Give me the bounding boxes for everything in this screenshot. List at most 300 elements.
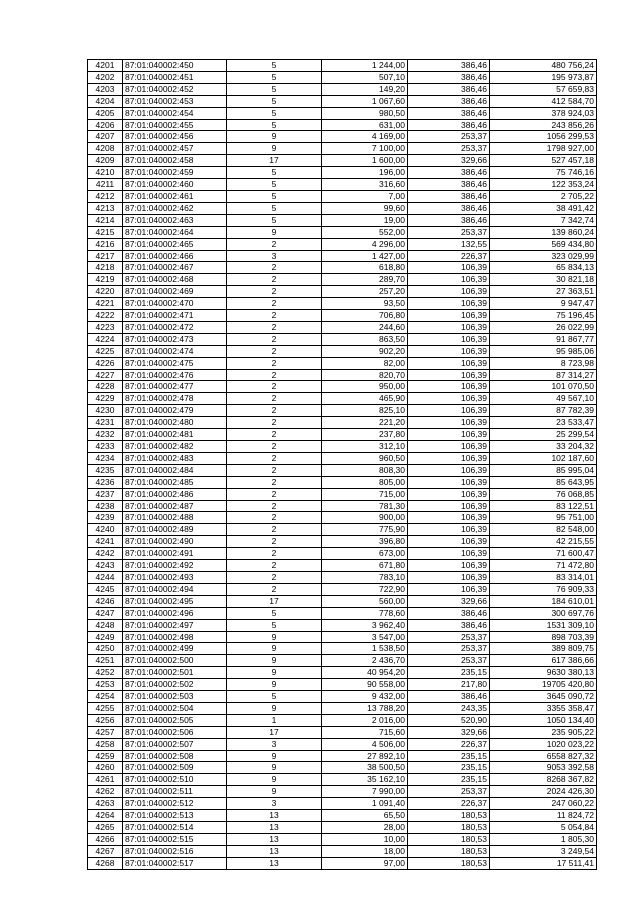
area-value: 221,20 [322,417,408,429]
rate-value: 106,39 [408,560,490,572]
cadastral-number: 87:01:040002:507 [123,738,227,750]
table-row [88,417,597,429]
cadastral-value: 122 353,24 [490,179,597,191]
class-code: 3 [227,250,322,262]
cadastral-number: 87:01:040002:472 [123,321,227,333]
class-code: 2 [227,321,322,333]
cadastral-number: 87:01:040002:473 [123,333,227,345]
table-row [88,560,597,572]
row-number: 4259 [88,750,123,762]
cadastral-number: 87:01:040002:466 [123,250,227,262]
class-code: 17 [227,595,322,607]
cadastral-value: 6558 827,32 [490,750,597,762]
class-code: 9 [227,679,322,691]
row-number: 4211 [88,179,123,191]
cadastral-value: 33 204,32 [490,441,597,453]
table-row [88,548,597,560]
row-number: 4208 [88,143,123,155]
area-value: 3 547,00 [322,631,408,643]
area-value: 552,00 [322,226,408,238]
row-number: 4264 [88,810,123,822]
table-body [88,60,597,870]
class-code: 9 [227,143,322,155]
cadastral-number: 87:01:040002:479 [123,405,227,417]
table-row [88,310,597,322]
area-value: 960,50 [322,452,408,464]
rate-value: 106,39 [408,369,490,381]
rate-value: 386,46 [408,214,490,226]
cadastral-number: 87:01:040002:456 [123,131,227,143]
cadastral-value: 26 022,99 [490,321,597,333]
cadastral-value: 1050 134,40 [490,714,597,726]
class-code: 5 [227,107,322,119]
class-code: 2 [227,548,322,560]
area-value: 4 296,00 [322,238,408,250]
row-number: 4236 [88,476,123,488]
table-row [88,119,597,131]
row-number: 4241 [88,536,123,548]
cadastral-value: 412 584,70 [490,95,597,107]
area-value: 196,00 [322,167,408,179]
cadastral-value: 2024 426,30 [490,786,597,798]
table-row [88,476,597,488]
row-number: 4251 [88,655,123,667]
row-number: 4235 [88,464,123,476]
row-number: 4220 [88,286,123,298]
class-code: 9 [227,226,322,238]
cadastral-number: 87:01:040002:481 [123,429,227,441]
cadastral-value: 1 805,30 [490,833,597,845]
rate-value: 217,80 [408,679,490,691]
cadastral-number: 87:01:040002:494 [123,583,227,595]
cadastral-number: 87:01:040002:510 [123,774,227,786]
rate-value: 106,39 [408,274,490,286]
row-number: 4224 [88,333,123,345]
cadastral-value: 243 856,26 [490,119,597,131]
rate-value: 226,37 [408,250,490,262]
cadastral-number: 87:01:040002:489 [123,524,227,536]
cadastral-number: 87:01:040002:504 [123,702,227,714]
class-code: 2 [227,488,322,500]
table-row [88,524,597,536]
cadastral-number: 87:01:040002:496 [123,607,227,619]
class-code: 2 [227,560,322,572]
rate-value: 386,46 [408,190,490,202]
rate-value: 226,37 [408,738,490,750]
class-code: 9 [227,655,322,667]
rate-value: 106,39 [408,298,490,310]
rate-value: 106,39 [408,405,490,417]
cadastral-value: 85 995,04 [490,464,597,476]
rate-value: 106,39 [408,524,490,536]
row-number: 4250 [88,643,123,655]
class-code: 5 [227,95,322,107]
cadastral-number: 87:01:040002:483 [123,452,227,464]
cadastral-value: 87 314,27 [490,369,597,381]
table-row [88,226,597,238]
area-value: 40 954,20 [322,667,408,679]
cadastral-value: 617 386,66 [490,655,597,667]
area-value: 99,60 [322,202,408,214]
area-value: 38 500,50 [322,762,408,774]
area-value: 783,10 [322,571,408,583]
cadastral-value: 8 723,98 [490,357,597,369]
row-number: 4252 [88,667,123,679]
cadastral-number: 87:01:040002:477 [123,381,227,393]
table-row [88,702,597,714]
table-row [88,321,597,333]
area-value: 90 558,00 [322,679,408,691]
table-row [88,155,597,167]
cadastral-value: 3355 358,47 [490,702,597,714]
cadastral-value: 102 187,60 [490,452,597,464]
rate-value: 106,39 [408,548,490,560]
area-value: 7,00 [322,190,408,202]
rate-value: 106,39 [408,476,490,488]
table-row [88,381,597,393]
rate-value: 180,53 [408,857,490,869]
rate-value: 106,39 [408,262,490,274]
class-code: 13 [227,845,322,857]
cadastral-number: 87:01:040002:505 [123,714,227,726]
class-code: 5 [227,167,322,179]
area-value: 18,00 [322,845,408,857]
cadastral-value: 75 196,45 [490,310,597,322]
cadastral-value: 91 867,77 [490,333,597,345]
cadastral-number: 87:01:040002:458 [123,155,227,167]
table-row [88,571,597,583]
cadastral-number: 87:01:040002:463 [123,214,227,226]
row-number: 4213 [88,202,123,214]
area-value: 312,10 [322,441,408,453]
cadastral-number: 87:01:040002:465 [123,238,227,250]
row-number: 4255 [88,702,123,714]
rate-value: 106,39 [408,333,490,345]
class-code: 5 [227,60,322,72]
class-code: 2 [227,476,322,488]
table-row [88,286,597,298]
area-value: 775,90 [322,524,408,536]
class-code: 2 [227,571,322,583]
rate-value: 386,46 [408,60,490,72]
class-code: 9 [227,631,322,643]
class-code: 2 [227,512,322,524]
row-number: 4243 [88,560,123,572]
rate-value: 235,15 [408,750,490,762]
row-number: 4261 [88,774,123,786]
row-number: 4233 [88,441,123,453]
area-value: 7 990,00 [322,786,408,798]
cadastral-value: 17 511,41 [490,857,597,869]
rate-value: 106,39 [408,381,490,393]
area-value: 507,10 [322,71,408,83]
class-code: 2 [227,524,322,536]
rate-value: 132,55 [408,238,490,250]
table-row [88,83,597,95]
cadastral-value: 1020 023,22 [490,738,597,750]
table-row [88,333,597,345]
cadastral-value: 7 342,74 [490,214,597,226]
row-number: 4238 [88,500,123,512]
cadastral-value: 247 060,22 [490,798,597,810]
class-code: 9 [227,702,322,714]
rate-value: 106,39 [408,357,490,369]
area-value: 9 432,00 [322,691,408,703]
cadastral-number: 87:01:040002:502 [123,679,227,691]
cadastral-value: 9630 380,13 [490,667,597,679]
cadastral-value: 139 860,24 [490,226,597,238]
class-code: 2 [227,274,322,286]
row-number: 4265 [88,822,123,834]
area-value: 28,00 [322,822,408,834]
table-row [88,202,597,214]
rate-value: 386,46 [408,619,490,631]
cadastral-value: 569 434,80 [490,238,597,250]
row-number: 4247 [88,607,123,619]
row-number: 4242 [88,548,123,560]
area-value: 706,80 [322,310,408,322]
cadastral-value: 527 457,18 [490,155,597,167]
row-number: 4257 [88,726,123,738]
rate-value: 106,39 [408,429,490,441]
cadastral-value: 95 985,06 [490,345,597,357]
area-value: 778,60 [322,607,408,619]
row-number: 4202 [88,71,123,83]
cadastral-number: 87:01:040002:509 [123,762,227,774]
class-code: 2 [227,286,322,298]
cadastral-number: 87:01:040002:480 [123,417,227,429]
table-row [88,167,597,179]
area-value: 396,80 [322,536,408,548]
cadastral-number: 87:01:040002:500 [123,655,227,667]
rate-value: 106,39 [408,452,490,464]
cadastral-number: 87:01:040002:517 [123,857,227,869]
table-row [88,250,597,262]
row-number: 4244 [88,571,123,583]
table-row [88,405,597,417]
table-row [88,393,597,405]
table-row [88,595,597,607]
area-value: 673,00 [322,548,408,560]
cadastral-value: 87 782,39 [490,405,597,417]
class-code: 2 [227,345,322,357]
area-value: 808,30 [322,464,408,476]
class-code: 2 [227,369,322,381]
cadastral-value: 389 809,75 [490,643,597,655]
table-row [88,441,597,453]
area-value: 863,50 [322,333,408,345]
cadastral-value: 76 068,85 [490,488,597,500]
row-number: 4227 [88,369,123,381]
rate-value: 180,53 [408,822,490,834]
rate-value: 253,37 [408,131,490,143]
cadastral-value: 101 070,50 [490,381,597,393]
cadastral-number: 87:01:040002:457 [123,143,227,155]
area-value: 781,30 [322,500,408,512]
table-row [88,345,597,357]
table-row [88,143,597,155]
class-code: 13 [227,810,322,822]
cadastral-number: 87:01:040002:499 [123,643,227,655]
rate-value: 106,39 [408,286,490,298]
area-value: 825,10 [322,405,408,417]
row-number: 4209 [88,155,123,167]
class-code: 9 [227,643,322,655]
class-code: 2 [227,393,322,405]
rate-value: 106,39 [408,488,490,500]
class-code: 5 [227,190,322,202]
table-row [88,798,597,810]
rate-value: 106,39 [408,583,490,595]
cadastral-number: 87:01:040002:516 [123,845,227,857]
row-number: 4266 [88,833,123,845]
class-code: 2 [227,381,322,393]
rate-value: 106,39 [408,512,490,524]
cadastral-value: 71 600,47 [490,548,597,560]
table-row [88,214,597,226]
class-code: 5 [227,691,322,703]
table-row [88,607,597,619]
cadastral-number: 87:01:040002:485 [123,476,227,488]
cadastral-value: 71 472,80 [490,560,597,572]
rate-value: 386,46 [408,71,490,83]
cadastral-number: 87:01:040002:469 [123,286,227,298]
rate-value: 106,39 [408,464,490,476]
table-row [88,452,597,464]
table-row [88,738,597,750]
class-code: 2 [227,417,322,429]
cadastral-value: 38 491,42 [490,202,597,214]
area-value: 1 538,50 [322,643,408,655]
table-row [88,667,597,679]
area-value: 244,60 [322,321,408,333]
rate-value: 329,66 [408,155,490,167]
table-row [88,536,597,548]
class-code: 9 [227,750,322,762]
row-number: 4229 [88,393,123,405]
area-value: 97,00 [322,857,408,869]
row-number: 4206 [88,119,123,131]
area-value: 237,80 [322,429,408,441]
area-value: 715,60 [322,726,408,738]
cadastral-value: 898 703,39 [490,631,597,643]
cadastral-number: 87:01:040002:491 [123,548,227,560]
cadastral-number: 87:01:040002:493 [123,571,227,583]
row-number: 4254 [88,691,123,703]
row-number: 4215 [88,226,123,238]
cadastral-number: 87:01:040002:455 [123,119,227,131]
table-row [88,71,597,83]
rate-value: 106,39 [408,393,490,405]
rate-value: 386,46 [408,202,490,214]
area-value: 465,90 [322,393,408,405]
class-code: 9 [227,774,322,786]
area-value: 900,00 [322,512,408,524]
cadastral-number: 87:01:040002:497 [123,619,227,631]
area-value: 289,70 [322,274,408,286]
rate-value: 253,37 [408,226,490,238]
cadastral-value: 65 834,13 [490,262,597,274]
area-value: 4 169,00 [322,131,408,143]
table-row [88,60,597,72]
table-row [88,714,597,726]
table-row [88,857,597,869]
rate-value: 235,15 [408,774,490,786]
cadastral-value: 8268 367,82 [490,774,597,786]
row-number: 4253 [88,679,123,691]
table-row [88,619,597,631]
rate-value: 106,39 [408,310,490,322]
table-row [88,369,597,381]
table-row [88,726,597,738]
rate-value: 180,53 [408,810,490,822]
table-row [88,833,597,845]
area-value: 316,60 [322,179,408,191]
cadastral-value: 85 643,95 [490,476,597,488]
row-number: 4263 [88,798,123,810]
area-value: 19,00 [322,214,408,226]
area-value: 1 067,60 [322,95,408,107]
row-number: 4228 [88,381,123,393]
table-row [88,179,597,191]
cadastral-value: 25 299,54 [490,429,597,441]
class-code: 2 [227,238,322,250]
rate-value: 235,15 [408,667,490,679]
cadastral-number: 87:01:040002:498 [123,631,227,643]
area-value: 93,50 [322,298,408,310]
area-value: 722,90 [322,583,408,595]
cadastral-number: 87:01:040002:495 [123,595,227,607]
cadastral-number: 87:01:040002:484 [123,464,227,476]
rate-value: 386,46 [408,167,490,179]
class-code: 5 [227,619,322,631]
cadastral-value: 11 824,72 [490,810,597,822]
table-row [88,655,597,667]
table-row [88,822,597,834]
row-number: 4222 [88,310,123,322]
table-row [88,583,597,595]
area-value: 2 436,70 [322,655,408,667]
rate-value: 106,39 [408,536,490,548]
rate-value: 253,37 [408,631,490,643]
cadastral-number: 87:01:040002:513 [123,810,227,822]
class-code: 2 [227,583,322,595]
row-number: 4230 [88,405,123,417]
table-row [88,298,597,310]
class-code: 9 [227,667,322,679]
class-code: 13 [227,857,322,869]
row-number: 4218 [88,262,123,274]
cadastral-value: 83 314,01 [490,571,597,583]
cadastral-number: 87:01:040002:459 [123,167,227,179]
table-row [88,691,597,703]
cadastral-value: 235 905,22 [490,726,597,738]
row-number: 4217 [88,250,123,262]
table-row [88,810,597,822]
cadastral-number: 87:01:040002:461 [123,190,227,202]
table-row [88,262,597,274]
cadastral-value: 49 567,10 [490,393,597,405]
cadastral-number: 87:01:040002:467 [123,262,227,274]
cadastral-value: 83 122,51 [490,500,597,512]
rate-value: 386,46 [408,691,490,703]
cadastral-value: 27 363,51 [490,286,597,298]
cadastral-number: 87:01:040002:454 [123,107,227,119]
cadastral-value: 1531 309,10 [490,619,597,631]
class-code: 2 [227,452,322,464]
area-value: 950,00 [322,381,408,393]
area-value: 631,00 [322,119,408,131]
